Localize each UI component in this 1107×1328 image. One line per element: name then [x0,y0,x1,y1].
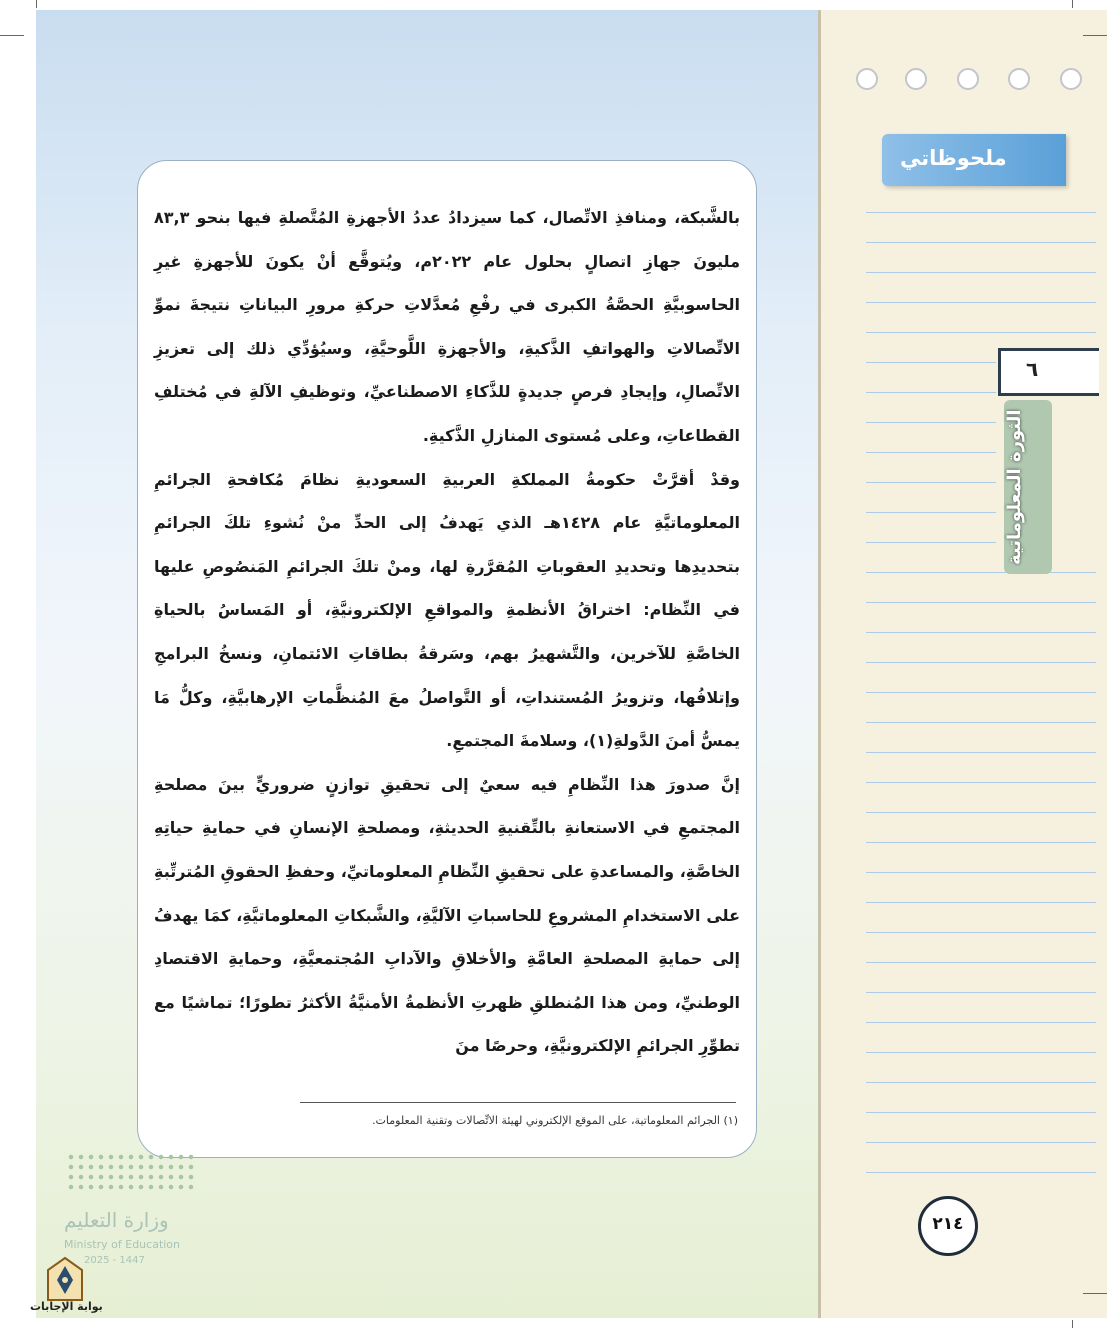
binder-hole [905,68,927,90]
ruled-line [866,482,996,483]
watermark-text: بوابة الإجابات [30,1300,103,1313]
crop-mark [1083,35,1107,36]
ruled-line [866,242,1096,243]
ruled-line [866,812,1096,813]
ruled-line [866,602,1096,603]
ruled-line [866,332,1096,333]
notes-tab [882,134,1066,186]
ruled-line [866,362,996,363]
crop-mark [1083,1293,1107,1294]
chapter-title: الثورة المعلوماتية [1004,400,1052,574]
ruled-line [866,1112,1096,1113]
crop-mark [36,0,37,8]
ruled-line [866,992,1096,993]
ministry-year: 2025 - 1447 [84,1255,145,1266]
binder-hole [1060,68,1082,90]
ruled-line [866,512,996,513]
notes-tab-label: ملحوظاتي [900,146,1007,170]
chapter-number-box [998,348,1099,396]
ruled-line [866,212,1096,213]
ministry-logo-icon [66,1152,198,1192]
page-number: ٢١٤ [932,1214,964,1234]
binder-hole [957,68,979,90]
ruled-line [866,902,1096,903]
ruled-line [866,452,996,453]
binder-hole [1008,68,1030,90]
notes-margin [818,10,1107,1318]
ruled-line [866,572,1096,573]
ruled-line [866,422,996,423]
ruled-line [866,662,1096,663]
ruled-line [866,1142,1096,1143]
paragraph: وقدْ أقرَّتْ حكومةُ المملكةِ العربيةِ السعوديةِ نظامَ مُكافحةِ الجرائمِ المعلوماتيَّةِ عام ١٤٢٨هـ الذي يَهدفُ إلى الحدِّ منْ نُشوءِ تلكَ الجرائمِ بتحديدِها وتحديدِ العقوباتِ المُقرَّرةِ لها، ومنْ تلكَ الجرائمِ المَنصُوصِ عليها في النِّظام: اختراقُ الأنظمةِ والمواقعِ الإلكترونيَّةِ، أو المَساسُ بالحياةِ الخاصَّةِ للآخرين، والتَّشهيرُ بهم، وسَرقةُ بطاقاتِ الائتمانِ، ونسخُ البرامجِ وإتلافُها، وتزويرُ المُستنداتِ، أو التَّواصلُ معَ المُنظَّماتِ الإرهابيَّةِ، وكلُّ مَا يمسُّ أمنَ الدَّولةِ(١)، وسلامةَ المجتمعِ. [154,469,740,751]
ruled-line [866,632,1096,633]
ruled-line [866,722,1096,723]
page-number-badge [918,1196,978,1256]
crop-mark [0,35,24,36]
footnote: (١) الجرائم المعلوماتية، على الموقع الإلكتروني لهيئة الاتِّصالات وتقنية المعلومات. [372,1114,738,1127]
ruled-line [866,1052,1096,1053]
ruled-line [866,1022,1096,1023]
ruled-line [866,782,1096,783]
ruled-line [866,962,1096,963]
footnote-divider [300,1102,736,1103]
ruled-line [866,842,1096,843]
ruled-line [866,542,996,543]
body-text [154,196,740,1068]
paragraph: بالشَّبكة، ومنافذِ الاتِّصال، كما سيزدادُ عددُ الأجهزةِ المُتَّصلةِ فيها بنحو ٨٣,٣ مليونَ جهازِ اتصالٍ بحلول عام ٢٠٢٢م، ويُتوقَّع أنْ يكونَ للأجهزةِ غيرِ الحاسوبيَّةِ الحصَّةُ الكبرى في رفْعِ مُعدَّلاتِ حركةِ مرورِ البياناتِ نتيجةَ نموِّ الاتِّصالاتِ والهواتفِ الذَّكيةِ، والأجهزةِ اللَّوحيَّةِ، وسيُؤدِّي ذلك إلى تعزيزِ الاتِّصالِ، وإيجادِ فرصٍ جديدةٍ للذَّكاءِ الاصطناعيِّ، وتوظيفِ الآلةِ في مُختلفِ القطاعاتِ، وعلى مُستوى المنازلِ الذَّكيةِ. [154,208,740,445]
chapter-number: ٦ [1026,357,1039,381]
paragraph: إنَّ صدورَ هذا النِّظامِ فيه سعيٌ إلى تحقيقِ توازنٍ ضروريٍّ بينَ مصلحةِ المجتمعِ في الاستعانةِ بالتِّقنيةِ الحديثةِ، ومصلحةِ الإنسانِ في حمايةِ حياتِهِ الخاصَّةِ، والمساعدةِ على تحقيقِ النِّظامِ المعلوماتيِّ، وحفظِ الحقوقِ المُترتِّبةِ على الاستخدامِ المشروعِ للحاسباتِ الآليَّةِ، والشَّبكاتِ المعلوماتيَّةِ، كمَا يهدفُ إلى حمايةِ المصلحةِ العامَّةِ والأخلاقِ والآدابِ المُجتمعيَّةِ، وحمايةِ الاقتصادِ الوطنيِّ، ومن هذا المُنطلقِ ظهرتِ الأنظمةُ الأمنيَّةُ الأكثرُ تطورًا؛ تماشيًا مع تطوِّرِ الجرائمِ الإلكترونيَّةِ، وحرصًا منَ [154,774,740,1056]
binder-hole [856,68,878,90]
ruled-line [866,752,1096,753]
ruled-line [866,392,996,393]
ruled-line [866,872,1096,873]
crop-mark [1072,0,1073,8]
ruled-line [866,302,1096,303]
ministry-name-ar: وزارة التعليم [64,1208,169,1232]
pen-nib-logo-icon [44,1256,86,1302]
ruled-line [866,932,1096,933]
crop-mark [1072,1320,1073,1328]
ruled-line [866,1172,1096,1173]
ministry-name-en: Ministry of Education [64,1238,181,1251]
ruled-line [866,1082,1096,1083]
ruled-line [866,272,1096,273]
ruled-line [866,692,1096,693]
